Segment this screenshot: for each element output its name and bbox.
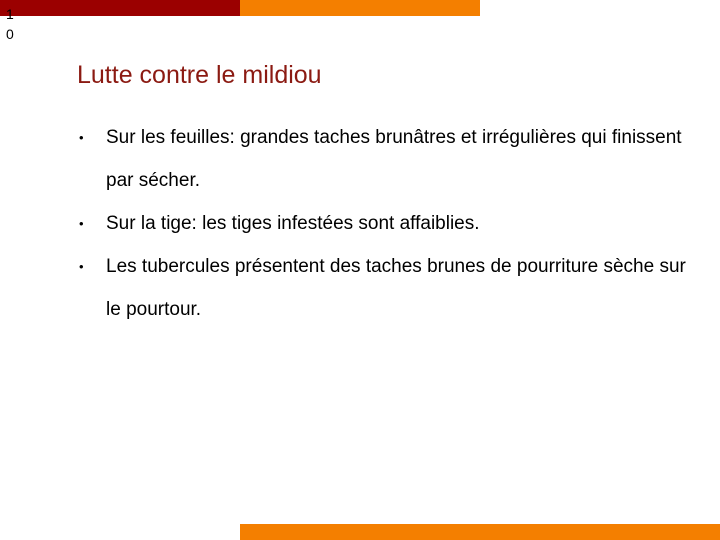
slide-number-digit: 0 [6,26,14,42]
bullet-item-tubers [77,245,687,331]
bullet-marker: • [79,259,84,274]
slide-number [6,4,16,44]
bullet-item-leaves [77,116,687,202]
bullet-text: Les tubercules présentent des taches brunes de pourriture sèche sur le pourtour. [106,256,686,320]
bullet-item-stem [77,202,687,245]
slide-number-digit: 1 [6,6,14,22]
bullet-text: Sur les feuilles: grandes taches brunâtres et irrégulières qui finissent par sécher. [106,127,682,191]
bullet-marker: • [79,216,84,231]
bullet-marker: • [79,130,84,145]
bullet-text: Sur la tige: les tiges infestées sont affaiblies. [106,213,480,234]
top-accent-bar-dark-red [0,0,240,16]
bullet-list [77,116,687,331]
top-accent-bar-orange [240,0,480,16]
slide-title: Lutte contre le mildiou [77,61,322,89]
bottom-accent-bar-orange [240,524,720,540]
